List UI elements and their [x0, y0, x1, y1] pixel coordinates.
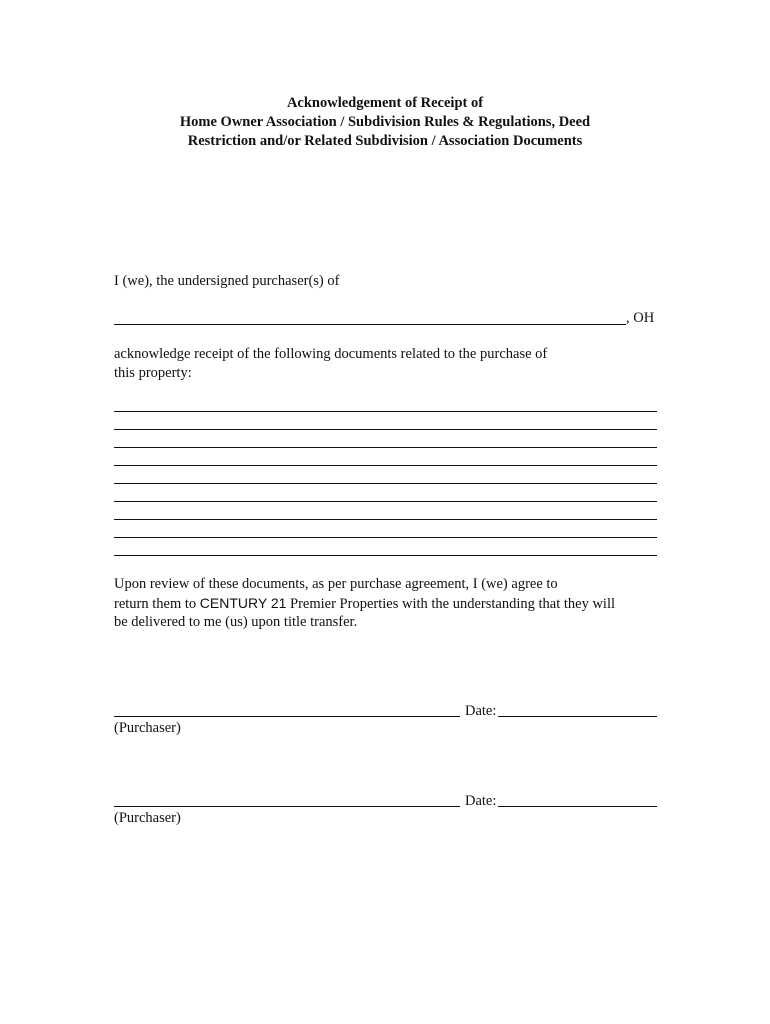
document-line-7[interactable] [114, 519, 657, 520]
document-line-1[interactable] [114, 411, 657, 412]
document-line-9[interactable] [114, 555, 657, 556]
review-line-2 [114, 594, 615, 614]
review-line-3: be delivered to me (us) upon title transfer. [114, 614, 358, 630]
date-line[interactable] [498, 806, 657, 807]
review-line-2-post: Premier Properties with the understanding that they will [286, 596, 616, 612]
date-label: Date: [465, 703, 497, 719]
title-line-1: Acknowledgement of Receipt of [286, 95, 484, 111]
acknowledge-line-1: acknowledge receipt of the following documents related to the purchase of [114, 346, 548, 362]
date-label: Date: [465, 793, 497, 809]
brand-name: CENTURY 21 [199, 595, 287, 611]
document-title [0, 94, 770, 151]
purchaser-role-label: (Purchaser) [114, 720, 181, 736]
document-line-5[interactable] [114, 483, 657, 484]
title-line-3: Restriction and/or Related Subdivision / Association Documents [187, 133, 583, 149]
review-line-1: Upon review of these documents, as per purchase agreement, I (we) agree to [114, 576, 558, 592]
review-line-2-pre: return them to [114, 596, 200, 612]
document-line-6[interactable] [114, 501, 657, 502]
intro-text: I (we), the undersigned purchaser(s) of [114, 273, 340, 289]
property-address-field[interactable] [114, 309, 658, 328]
document-line-3[interactable] [114, 447, 657, 448]
purchaser-signature-line[interactable] [114, 806, 460, 807]
acknowledge-line-2: this property: [114, 365, 192, 381]
title-line-2: Home Owner Association / Subdivision Rules & Regulations, Deed [179, 114, 591, 130]
purchaser-role-label: (Purchaser) [114, 810, 181, 826]
document-line-2[interactable] [114, 429, 657, 430]
document-line-4[interactable] [114, 465, 657, 466]
date-line[interactable] [498, 716, 657, 717]
purchaser-signature-line[interactable] [114, 716, 460, 717]
address-state-suffix: , OH [626, 310, 655, 326]
property-address-line [114, 324, 626, 325]
document-line-8[interactable] [114, 537, 657, 538]
